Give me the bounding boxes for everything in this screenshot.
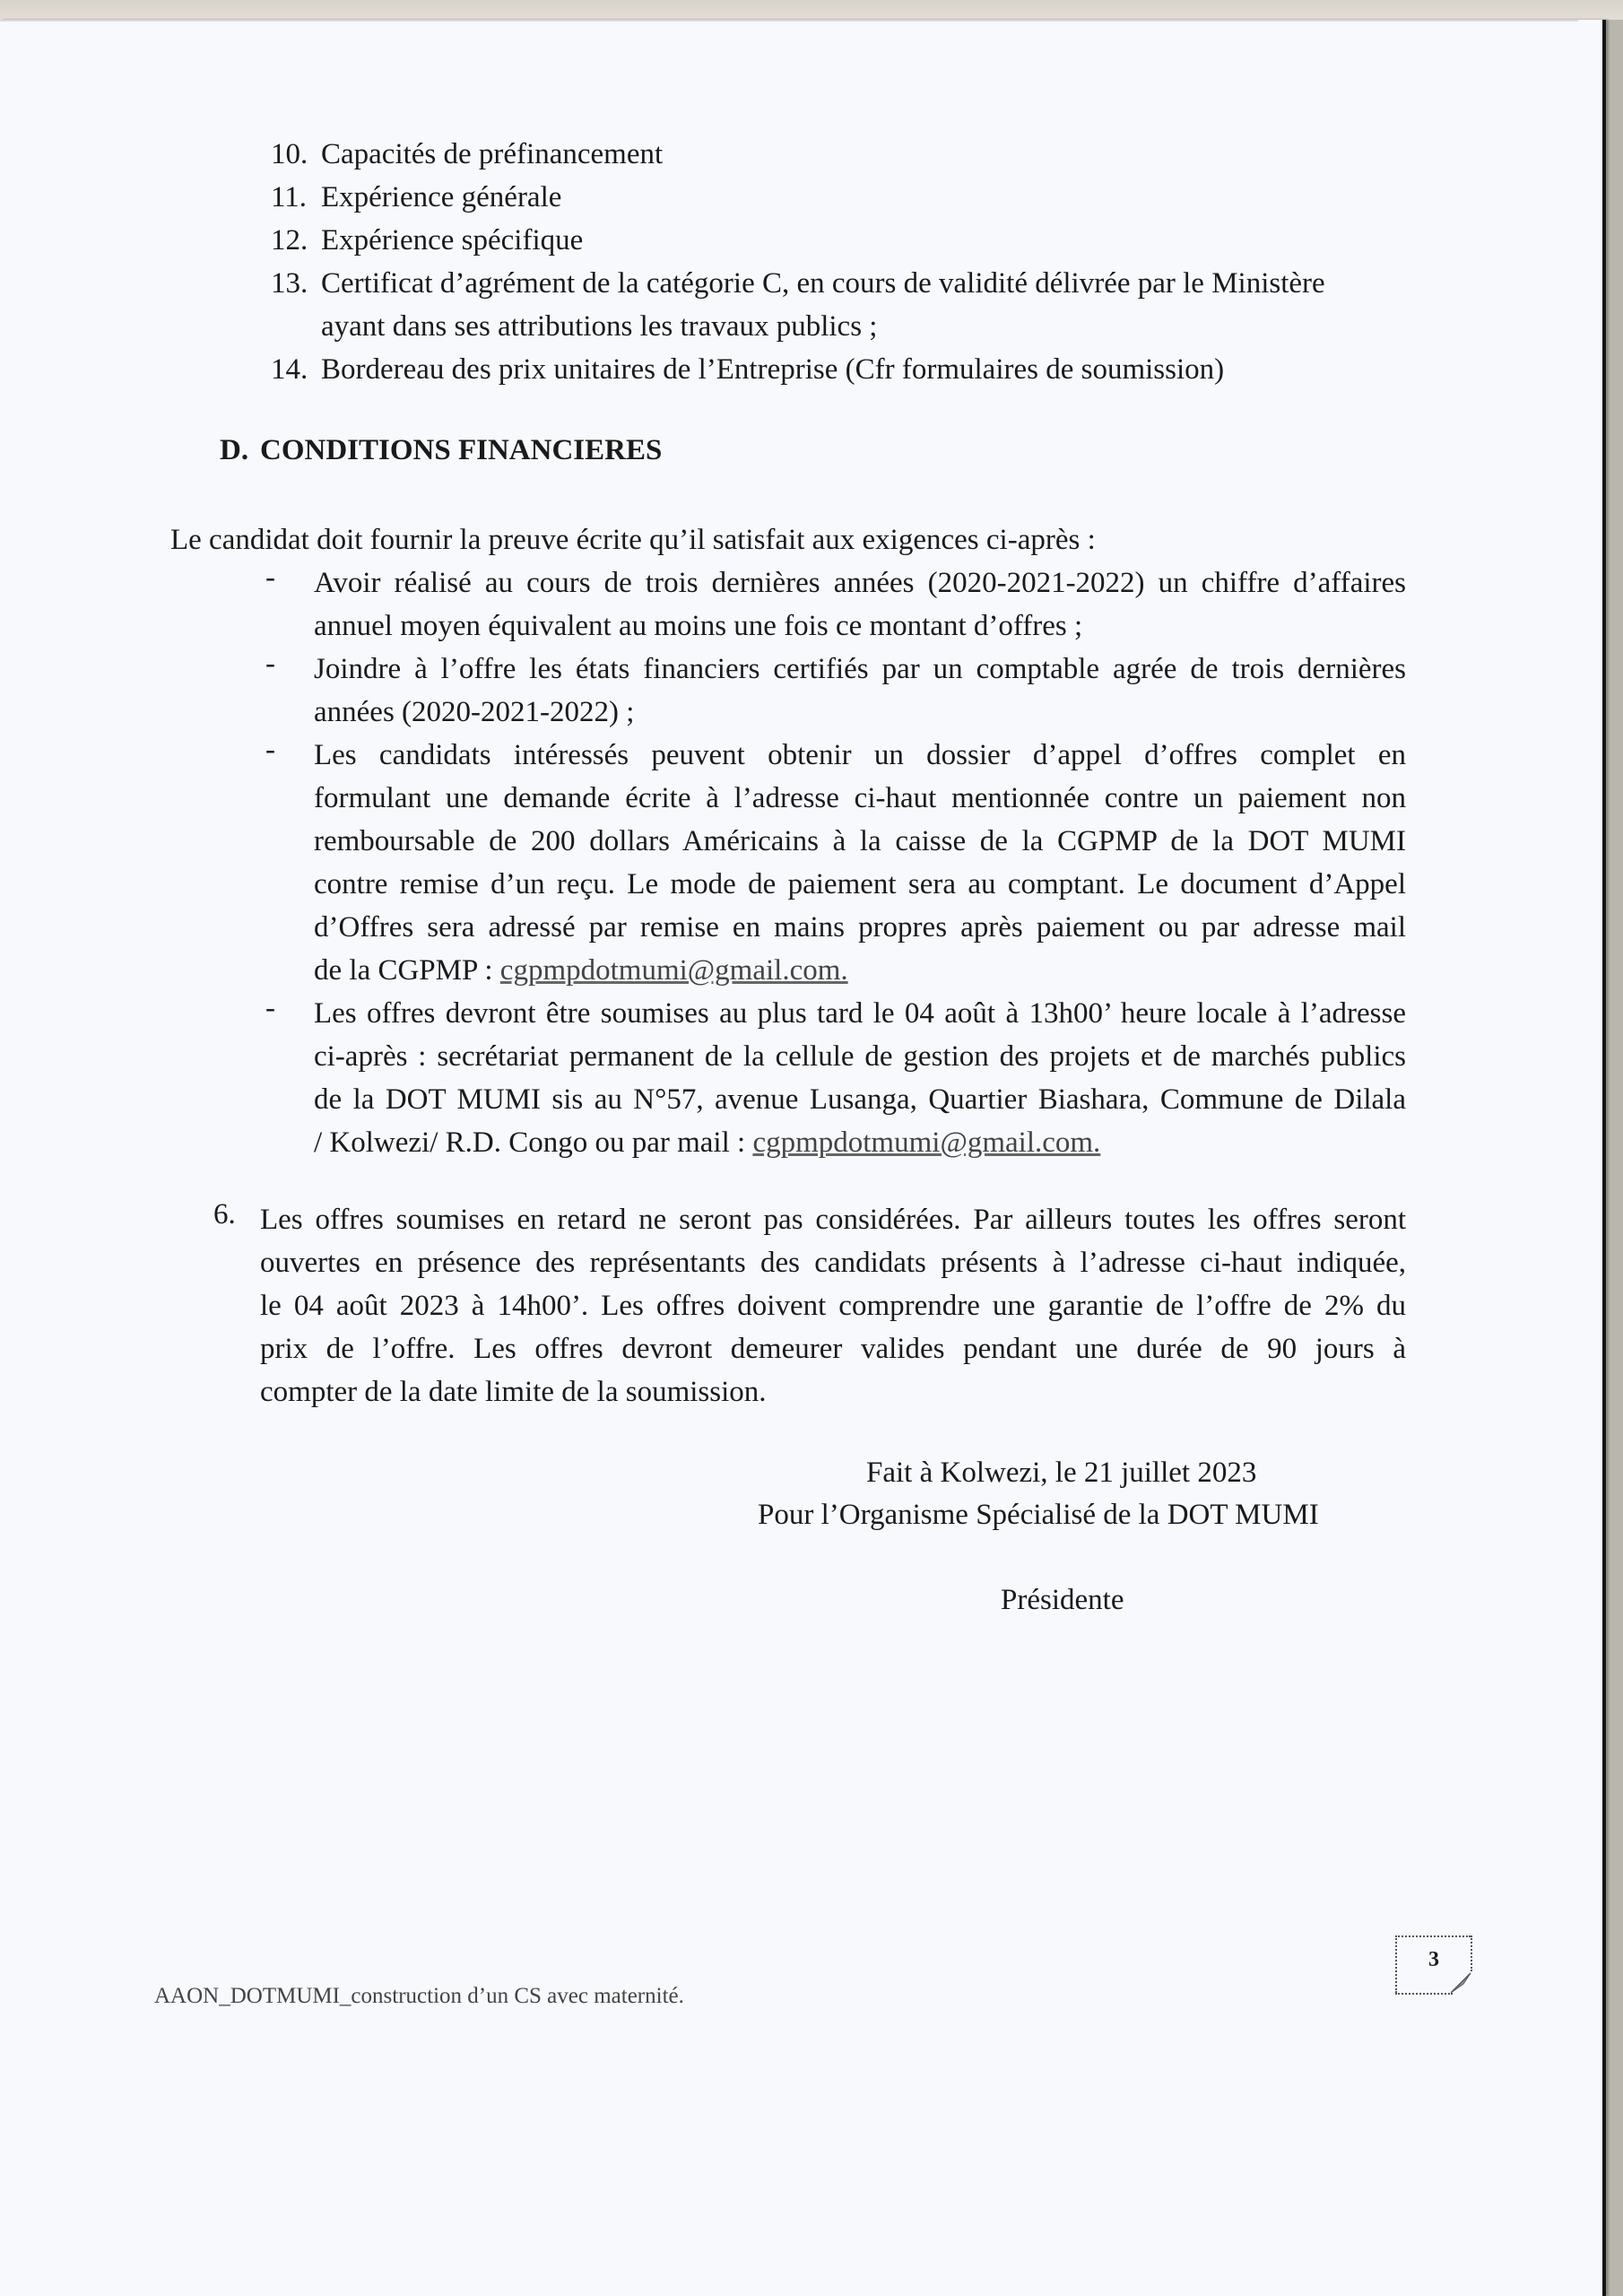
page-curl-icon — [1451, 1971, 1472, 1995]
paragraph-6 — [260, 1198, 1406, 1413]
list-item-text: Expérience spécifique — [321, 224, 584, 257]
signature-place-date: Fait à Kolwezi, le 21 juillet 2023 — [866, 1457, 1257, 1489]
list-item — [271, 181, 561, 214]
list-item-text: ayant dans ses attributions les travaux publics ; — [321, 310, 878, 343]
list-item-text: Expérience générale — [321, 181, 562, 213]
page-top-rule — [0, 20, 1578, 22]
paragraph-line: Les offres soumises en retard ne seront pas considérées. Par ailleurs toutes les offres seront — [260, 1204, 1406, 1236]
paragraph-line: le 04 août 2023 à 14h00’. Les offres doivent comprendre une garantie de l’offre de 2% du — [260, 1290, 1406, 1322]
list-item-text: Bordereau des prix unitaires de l’Entreprise (Cfr formulaires de soumission) — [321, 353, 1225, 386]
list-item — [271, 353, 1224, 387]
signature-role: Présidente — [1001, 1584, 1124, 1616]
bullet-line: de la DOT MUMI sis au N°57, avenue Lusanga, Quartier Biashara, Commune de Dilala — [314, 1083, 1406, 1116]
dash-bullet-icon: - — [265, 561, 275, 594]
list-item — [271, 267, 1325, 300]
bullet-line-prefix: / Kolwezi/ R.D. Congo ou par mail : — [314, 1126, 753, 1159]
paragraph-line: ouvertes en présence des représentants des candidats présents à l’adresse ci-haut indiquée, — [260, 1247, 1406, 1279]
footer-reference: AAON_DOTMUMI_construction d’un CS avec maternité. — [154, 1984, 684, 2008]
list-item-continuation — [321, 310, 877, 344]
paragraph-number: 6. — [213, 1198, 236, 1231]
bullet-line — [314, 949, 1406, 992]
bullet-line: formulant une demande écrite à l’adresse ci-haut mentionnée contre un paiement non — [314, 782, 1406, 814]
list-item-number: 14. — [271, 353, 308, 386]
bullet-line-prefix: de la CGPMP : — [314, 954, 500, 987]
bullet-item — [314, 561, 1406, 648]
bullet-item — [314, 992, 1406, 1164]
bullet-line: d’Offres sera adressé par remise en mains propres après paiement ou par adresse mail — [314, 911, 1406, 944]
bullet-line: années (2020-2021-2022) ; — [314, 696, 635, 728]
section-letter: D. — [220, 434, 249, 466]
page-number-badge — [1395, 1935, 1471, 1993]
paragraph-line: compter de la date limite de la soumission. — [260, 1376, 767, 1408]
scanner-top-edge — [0, 0, 1623, 20]
page-badge-right-edge — [1471, 1935, 1472, 1971]
list-item-number: 12. — [271, 224, 308, 257]
page-number: 3 — [1428, 1948, 1439, 1971]
bullet-item — [314, 648, 1406, 734]
list-item-number: 13. — [271, 267, 308, 300]
list-item — [271, 224, 583, 257]
list-item-number: 11. — [271, 181, 308, 213]
bullet-line: contre remise d’un reçu. Le mode de paiement sera au comptant. Le document d’Appel — [314, 868, 1406, 900]
section-title: CONDITIONS FINANCIERES — [260, 434, 663, 466]
section-heading — [220, 434, 662, 467]
list-item-number: 10. — [271, 138, 308, 170]
bullet-line: Joindre à l’offre les états financiers certifiés par un comptable agrée de trois dernières — [314, 653, 1406, 685]
dash-bullet-icon: - — [265, 992, 275, 1024]
list-item-text: Certificat d’agrément de la catégorie C, en cours de validité délivrée par le Ministère — [321, 267, 1325, 300]
bullet-item — [314, 734, 1406, 992]
bullet-line: Les offres devront être soumises au plus tard le 04 août à 13h00’ heure locale à l’adresse — [314, 997, 1406, 1030]
email-link[interactable]: cgpmpdotmumi@gmail.com. — [499, 954, 848, 987]
list-item — [271, 138, 663, 171]
paragraph-line: prix de l’offre. Les offres devront demeurer valides pendant une durée de 90 jours à — [260, 1333, 1406, 1365]
bullet-line: ci-après : secrétariat permanent de la cellule de gestion des projets et de marchés publics — [314, 1040, 1406, 1073]
bullet-line: Les candidats intéressés peuvent obtenir un dossier d’appel d’offres complet en — [314, 739, 1406, 771]
section-intro: Le candidat doit fournir la preuve écrite qu’il satisfait aux exigences ci-après : — [170, 524, 1096, 556]
bullet-line: annuel moyen équivalent au moins une fois ce montant d’offres ; — [314, 610, 1083, 642]
email-link[interactable]: cgpmpdotmumi@gmail.com. — [752, 1126, 1101, 1159]
signature-organisation: Pour l’Organisme Spécialisé de la DOT MUMI — [758, 1499, 1319, 1531]
bullet-line: remboursable de 200 dollars Américains à la caisse de la CGPMP de la DOT MUMI — [314, 825, 1406, 857]
dash-bullet-icon: - — [265, 734, 275, 766]
bullet-line: Avoir réalisé au cours de trois dernières années (2020-2021-2022) un chiffre d’affaires — [314, 567, 1406, 599]
page-badge-bottom-edge — [1395, 1993, 1453, 1995]
bullet-line — [314, 1121, 1406, 1164]
list-item-text: Capacités de préfinancement — [321, 138, 664, 170]
dash-bullet-icon: - — [265, 648, 275, 680]
